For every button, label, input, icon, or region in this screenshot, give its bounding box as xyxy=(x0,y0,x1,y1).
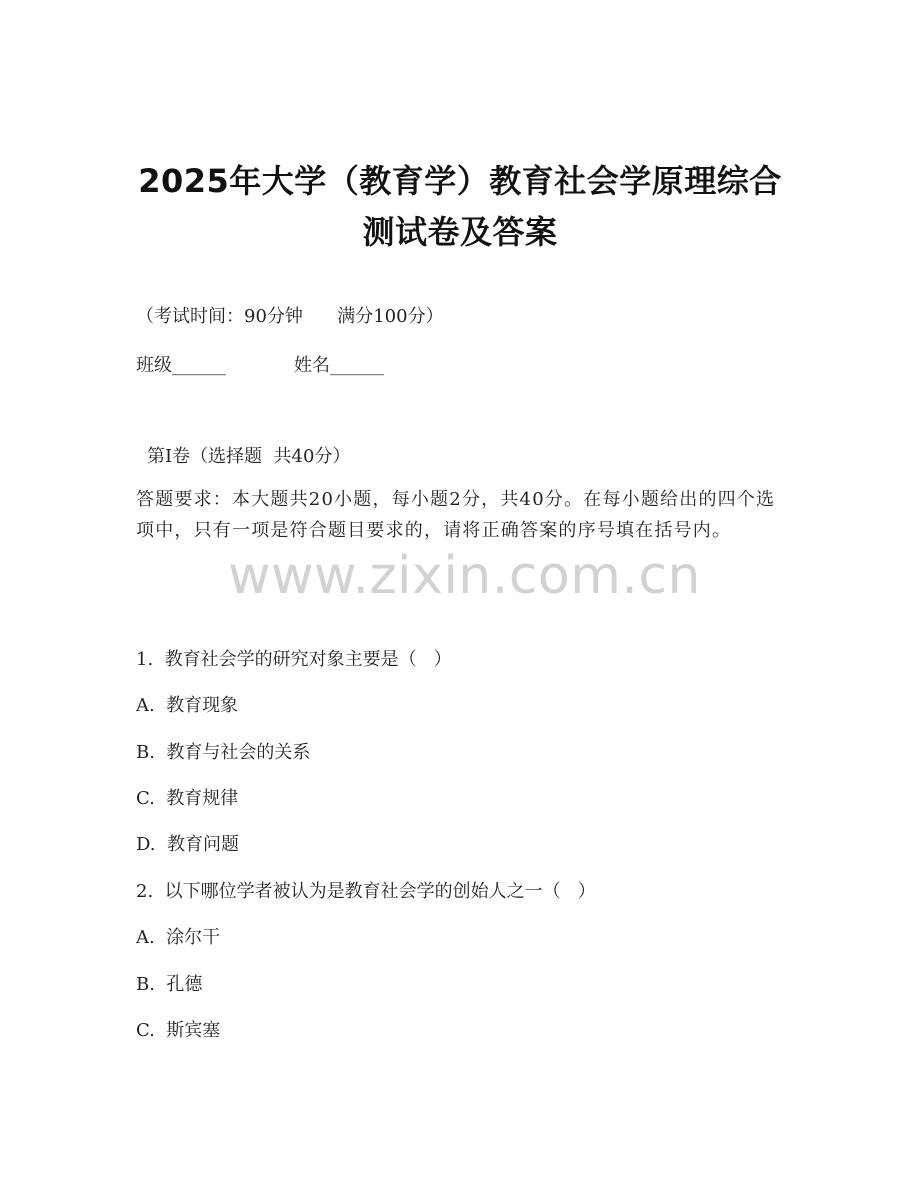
question-1-option-b: B. 教育与社会的关系 xyxy=(136,742,311,763)
document-title-line-1: 2025年大学（教育学）教育社会学原理综合 xyxy=(138,162,782,200)
question-2-stem: 2. 以下哪位学者被认为是教育社会学的创始人之一（ ） xyxy=(136,881,596,902)
question-1-option-d: D. 教育问题 xyxy=(136,834,239,855)
question-2-option-b: B. 孔德 xyxy=(136,974,203,995)
section-heading: 第I卷（选择题 共40分） xyxy=(147,446,351,467)
watermark-text: www.zixin.com.cn xyxy=(228,546,701,606)
class-field: 班级______ xyxy=(136,355,226,376)
exam-info: （考试时间：90分钟 满分100分） xyxy=(136,306,444,327)
question-1-option-c: C. 教育规律 xyxy=(136,788,239,809)
name-field: 姓名______ xyxy=(294,355,384,376)
question-2-option-a: A. 涂尔干 xyxy=(136,927,221,948)
question-1-stem: 1. 教育社会学的研究对象主要是（ ） xyxy=(136,649,452,670)
answer-instructions: 答题要求：本大题共20小题，每小题2分，共40分。在每小题给出的四个选项中，只有一项是符合题目要求的，请将正确答案的序号填在括号内。 xyxy=(136,489,776,541)
question-2-option-c: C. 斯宾塞 xyxy=(136,1020,221,1041)
document-title-line-2: 测试卷及答案 xyxy=(362,213,558,251)
question-1-option-a: A. 教育现象 xyxy=(136,695,239,716)
